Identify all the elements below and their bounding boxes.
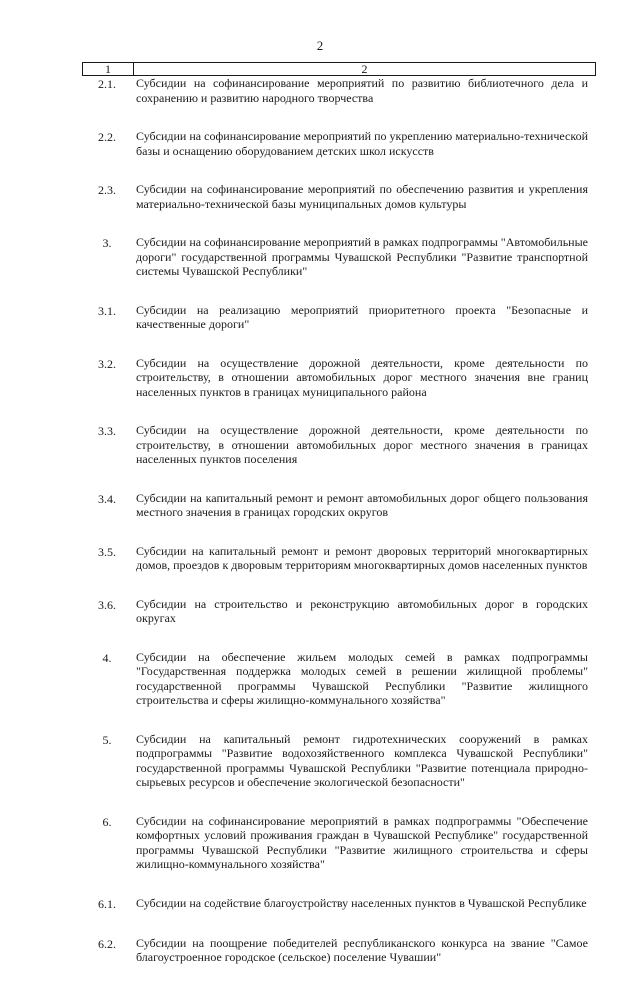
row-text: Субсидии на строительство и реконструкцию автомобильных дорог в городских округах — [136, 596, 588, 625]
row-number: 3.6. — [98, 597, 116, 612]
row-text: Субсидии на реализацию мероприятий приоритетного проекта "Безопасные и качественные дороги" — [136, 302, 588, 331]
table-row — [82, 76, 596, 105]
table-row — [82, 732, 596, 790]
table-row — [82, 235, 596, 279]
row-number: 6.2. — [98, 936, 116, 951]
row-number: 2.1. — [98, 77, 116, 91]
row-text: Субсидии на софинансирование мероприятий по обеспечению развития и укрепления материально-технической базы муниципальных домов культуры — [136, 182, 588, 211]
row-number: 3.1. — [98, 303, 116, 318]
row-text: Субсидии на софинансирование мероприятий по развитию библиотечного дела и сохранению и развитию народного творчества — [136, 76, 588, 105]
table-row — [82, 597, 596, 626]
table-row — [82, 936, 596, 965]
column-2-header: 2 — [134, 63, 596, 76]
column-1-header: 1 — [83, 63, 134, 76]
row-number: 3.2. — [98, 356, 116, 371]
table-row — [82, 303, 596, 332]
subsidy-list — [82, 76, 596, 989]
table-row — [82, 650, 596, 708]
table-row — [82, 182, 596, 211]
row-text: Субсидии на содействие благоустройству населенных пунктов в Чувашской Республике — [136, 895, 587, 910]
row-text: Субсидии на осуществление дорожной деятельности, кроме деятельности по строительству, в отношении автомобильных дорог местного значения вне границ населенных пунктов в границах муниципального района — [136, 355, 588, 399]
row-text: Субсидии на софинансирование мероприятий в рамках подпрограммы "Обеспечение комфортных условий проживания граждан в Чувашской Республике" государственной программы Чувашской Республики "Развитие жилищного строительства и сферы жилищно-коммунального хозяйства" — [136, 813, 588, 871]
page-number: 2 — [316, 38, 324, 53]
row-text: Субсидии на капитальный ремонт и ремонт автомобильных дорог общего пользования местного значения в границах городских округов — [136, 490, 588, 519]
row-text: Субсидии на капитальный ремонт и ремонт дворовых территорий многоквартирных домов, проездов к дворовым территориям многоквартирных домов населенных пунктов — [136, 543, 588, 572]
table-row — [82, 814, 596, 872]
row-text: Субсидии на поощрение победителей республиканского конкурса на звание "Самое благоустроенное городское (сельское) поселение Чувашии" — [136, 935, 588, 964]
row-number: 6.1. — [98, 896, 116, 911]
table-row — [82, 896, 596, 912]
row-text: Субсидии на капитальный ремонт гидротехнических сооружений в рамках подпрограммы "Развитие водохозяйственного комплекса Чувашской Республики" государственной программы Чувашской Республики "Развитие потенциала природно-сырьевых ресурсов и обеспечение экологической безопасности" — [136, 731, 588, 789]
table-row — [82, 129, 596, 158]
table-header — [82, 62, 596, 76]
row-number: 2.2. — [98, 130, 116, 144]
row-number: 3.4. — [98, 491, 116, 506]
row-number: 3.5. — [98, 544, 116, 559]
table-row — [82, 544, 596, 573]
row-number: 2.3. — [98, 183, 116, 197]
table-header-row — [83, 63, 596, 76]
row-number: 3. — [102, 236, 112, 250]
row-text: Субсидии на обеспечение жильем молодых семей в рамках подпрограммы "Государственная поддержка молодых семей в решении жилищной проблемы" государственной программы Чувашской Республики "Развитие жилищного строительства и сферы жилищно-коммунального хозяйства" — [136, 649, 588, 707]
row-text: Субсидии на осуществление дорожной деятельности, кроме деятельности по строительству, в отношении автомобильных дорог местного значения в границах населенных пунктов поселения — [136, 423, 588, 466]
table-row — [82, 356, 596, 400]
row-number: 6. — [102, 814, 112, 829]
row-number: 5. — [102, 732, 112, 747]
table-row — [82, 423, 596, 467]
table-row — [82, 491, 596, 520]
row-number: 3.3. — [98, 424, 116, 438]
row-text: Субсидии на софинансирование мероприятий в рамках подпрограммы "Автомобильные дороги" государственной программы Чувашской Республики "Развитие транспортной системы Чувашской Республики" — [136, 235, 588, 278]
row-text: Субсидии на софинансирование мероприятий по укреплению материально-технической базы и оснащению оборудованием детских школ искусств — [136, 129, 588, 158]
row-number: 4. — [102, 650, 112, 665]
